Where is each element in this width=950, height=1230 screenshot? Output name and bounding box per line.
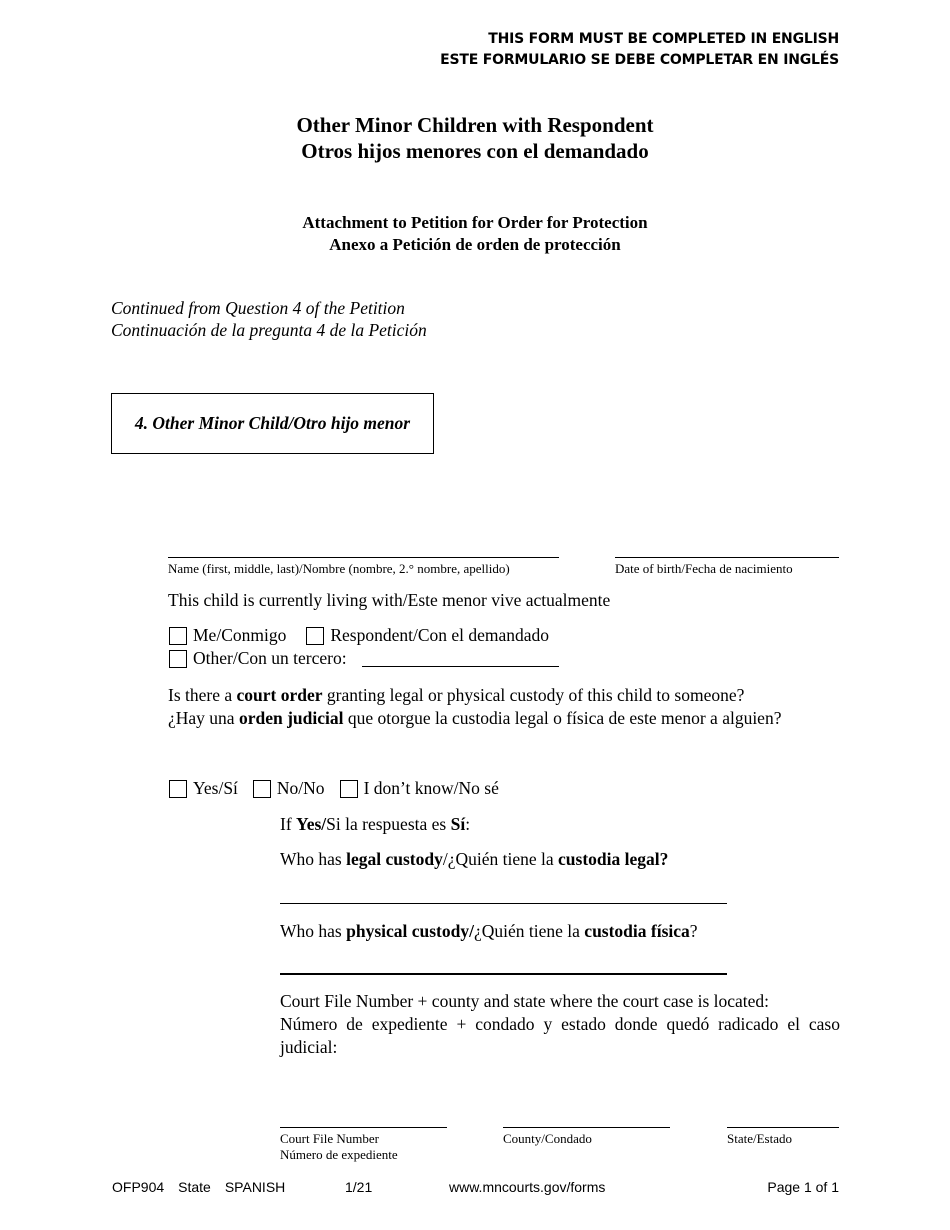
state-field[interactable] [727,1127,839,1128]
me-checkbox[interactable] [169,627,187,645]
child-name-field[interactable] [168,557,559,558]
child-dob-label: Date of birth/Fecha de nacimiento [615,561,793,576]
living-with-question: This child is currently living with/Este menor vive actualmente [168,590,611,610]
physical-custody-question: Who has physical custody/¿Quién tiene la custodia física? [280,921,698,941]
form-subtitle [0,212,950,256]
other-label: Other/Con un tercero: [193,648,347,668]
court-file-instructions-spanish: Número de expediente + condado y estado donde quedó radicado el caso [280,1014,840,1034]
no-checkbox[interactable] [253,780,271,798]
section-heading: 4. Other Minor Child/Otro hijo menor [134,413,411,433]
continued-note [111,297,427,341]
continued-note-english: Continued from Question 4 of the Petition [111,298,405,318]
other-field[interactable] [362,666,559,667]
legal-custody-question: Who has legal custody/¿Quién tiene la custodia legal? [280,849,669,869]
if-yes-label: If Yes/Si la respuesta es Sí: [280,814,471,834]
other-checkbox[interactable] [169,650,187,668]
footer-page: Page 1 of 1 [767,1179,839,1195]
yes-checkbox[interactable] [169,780,187,798]
language-notice-spanish: ESTE FORMULARIO SE DEBE COMPLETAR EN INGLÉS [440,52,839,68]
county-label: County/Condado [503,1131,592,1146]
court-order-question-english: Is there a court order granting legal or physical custody of this child to someone? [168,685,745,705]
form-subtitle-english: Attachment to Petition for Order for Protection [302,213,648,232]
yes-label: Yes/Sí [193,778,238,798]
language-notice-english: THIS FORM MUST BE COMPLETED IN ENGLISH [488,31,839,47]
legal-custody-field[interactable] [280,903,727,904]
court-file-number-field[interactable] [280,1127,447,1128]
court-file-number-label: Court File Number Número de expediente [280,1131,398,1162]
county-field[interactable] [503,1127,670,1128]
court-file-instructions-spanish-cont: judicial: [280,1037,338,1057]
living-with-row-2 [169,647,347,670]
me-label: Me/Conmigo [193,625,287,645]
footer-revision: 1/21 [345,1179,373,1195]
continued-note-spanish: Continuación de la pregunta 4 de la Petición [111,320,427,340]
state-label: State/Estado [727,1131,792,1146]
court-order-answer-row [169,777,499,800]
court-file-instructions [280,990,840,1059]
form-title [0,112,950,164]
no-label: No/No [276,778,325,798]
child-dob-field[interactable] [615,557,839,558]
respondent-label: Respondent/Con el demandado [330,625,550,645]
language-notice [440,29,839,71]
form-title-spanish: Otros hijos menores con el demandado [301,139,649,163]
section-heading-box [111,393,434,454]
form-subtitle-spanish: Anexo a Petición de orden de protección [329,235,621,254]
footer-url[interactable]: www.mncourts.gov/forms [449,1179,606,1195]
child-name-label: Name (first, middle, last)/Nombre (nombre, 2.° nombre, apellido) [168,561,510,576]
living-with-row-1 [169,624,549,647]
physical-custody-field[interactable] [280,973,727,975]
dont-know-checkbox[interactable] [340,780,358,798]
court-order-question-spanish: ¿Hay una orden judicial que otorgue la custodia legal o física de este menor a alguien? [168,708,782,728]
dont-know-label: I don’t know/No sé [363,778,499,798]
respondent-checkbox[interactable] [306,627,324,645]
footer-form-id: OFP904 State SPANISH [112,1179,286,1195]
court-order-question [168,684,781,730]
form-title-english: Other Minor Children with Respondent [296,113,654,137]
court-file-instructions-english: Court File Number + county and state where the court case is located: [280,991,770,1011]
